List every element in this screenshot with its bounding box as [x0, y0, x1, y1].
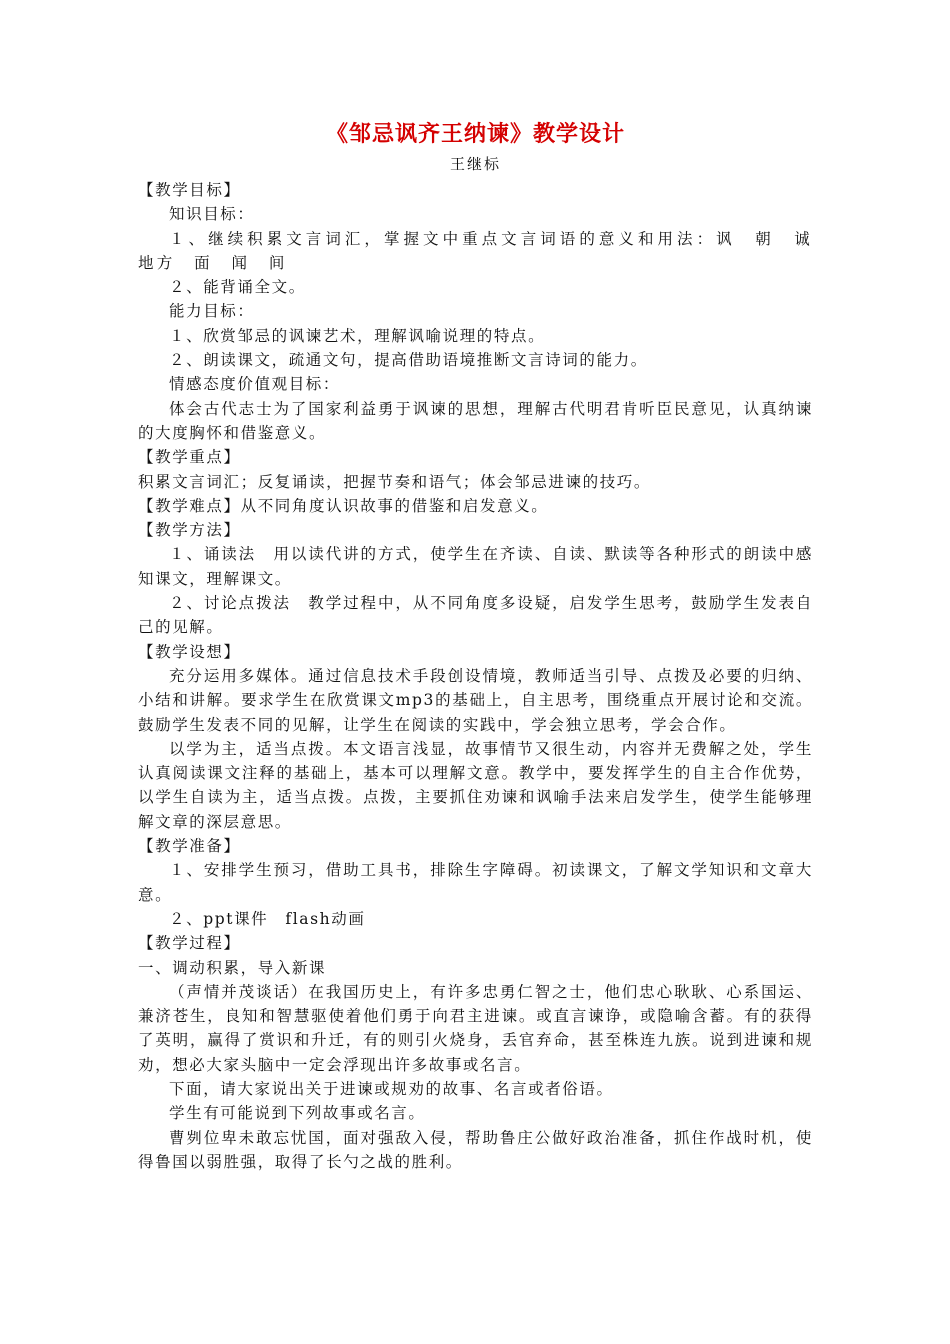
- section-heading: 【教学过程】: [138, 934, 241, 953]
- section-heading: 【教学目标】: [138, 181, 241, 199]
- section-heading: 积累文言词汇；反复诵读，把握节奏和语气；体会邹忌进谏的技巧。: [138, 472, 652, 491]
- section-heading: 【教学方法】: [138, 521, 241, 540]
- document-author: 王继标: [449, 155, 501, 173]
- paragraph: 体会古代志士为了国家利益勇于讽谏的思想，理解古代明君肯听臣民意见，认真纳谏的大度胸怀和借鉴意义。: [138, 399, 813, 442]
- paragraph: 曹刿位卑未敢忘忧国，面对强敌入侵，帮助鲁庄公做好政治准备，抓住作战时机，使得鲁国以弱胜强，取得了长勺之战的胜利。: [138, 1128, 813, 1171]
- paragraph: 能力目标：: [169, 302, 255, 321]
- paragraph: １、欣赏邹忌的讽谏艺术，理解讽喻说理的特点。: [169, 326, 546, 345]
- section-heading: 一、调动积累，导入新课: [138, 958, 327, 977]
- paragraph: ２、能背诵全文。: [169, 278, 306, 297]
- paragraph: 学生有可能说到下列故事或名言。: [169, 1104, 426, 1123]
- paragraph: 情感态度价值观目标：: [169, 375, 341, 394]
- section-heading: 【教学设想】: [138, 642, 241, 661]
- paragraph: （声情并茂谈话）在我国历史上，有许多忠勇仁智之士，他们忠心耿耿、心系国运、兼济苍生，良知和智慧驱使着他们勇于向君主进谏。或直言谏诤，或隐喻含蓄。有的获得了英明，赢得了赏识和升迁，有的则引火烧身，丢官弃命，甚至株连九族。说到进谏和规劝，想必大家头脑中一定会浮现出许多故事或名言。: [138, 982, 813, 1074]
- paragraph: 下面，请大家说出关于进谏或规劝的故事、名言或者俗语。: [169, 1079, 614, 1098]
- document-body: [138, 178, 832, 1174]
- paragraph: ２、ppt课件 flash动画: [169, 909, 366, 928]
- document-title: 《邹忌讽齐王纳谏》教学设计: [325, 122, 625, 147]
- paragraph: 充分运用多媒体。通过信息技术手段创设情境，教师适当引导、点拨及必要的归纳、小结和讲解。要求学生在欣赏课文mp3的基础上，自主思考，围绕重点开展讨论和交流。鼓励学生发表不同的见解，让学生在阅读的实践中，学会独立思考，学会合作。: [138, 666, 813, 734]
- paragraph: 知识目标：: [169, 205, 255, 224]
- paragraph: １、诵读法 用以读代讲的方式，使学生在齐读、自读、默读等各种形式的朗读中感知课文，理解课文。: [138, 545, 813, 588]
- document-page: [138, 118, 832, 1174]
- section-heading: 【教学重点】: [138, 448, 241, 467]
- paragraph: ２、朗读课文，疏通文句，提高借助语境推断文言诗词的能力。: [169, 351, 648, 370]
- paragraph: １、继续积累文言词汇，掌握文中重点文言词语的意义和用法：讽 朝 诚 地方 面 闻 间: [138, 229, 832, 272]
- paragraph: 以学为主，适当点拨。本文语言浅显，故事情节又很生动，内容并无费解之处，学生认真阅读课文注释的基础上，基本可以理解文意。教学中，要发挥学生的自主合作优势，以学生自读为主，适当点拨。点拨，主要抓住劝谏和讽喻手法来启发学生，使学生能够理解文章的深层意思。: [138, 739, 813, 831]
- section-heading: 【教学准备】: [138, 837, 241, 856]
- section-heading: 【教学难点】从不同角度认识故事的借鉴和启发意义。: [138, 496, 549, 515]
- paragraph: ２、讨论点拨法 教学过程中，从不同角度多设疑，启发学生思考，鼓励学生发表自己的见解。: [138, 594, 813, 637]
- paragraph: １、安排学生预习，借助工具书，排除生字障碍。初读课文，了解文学知识和文章大意。: [138, 861, 813, 904]
